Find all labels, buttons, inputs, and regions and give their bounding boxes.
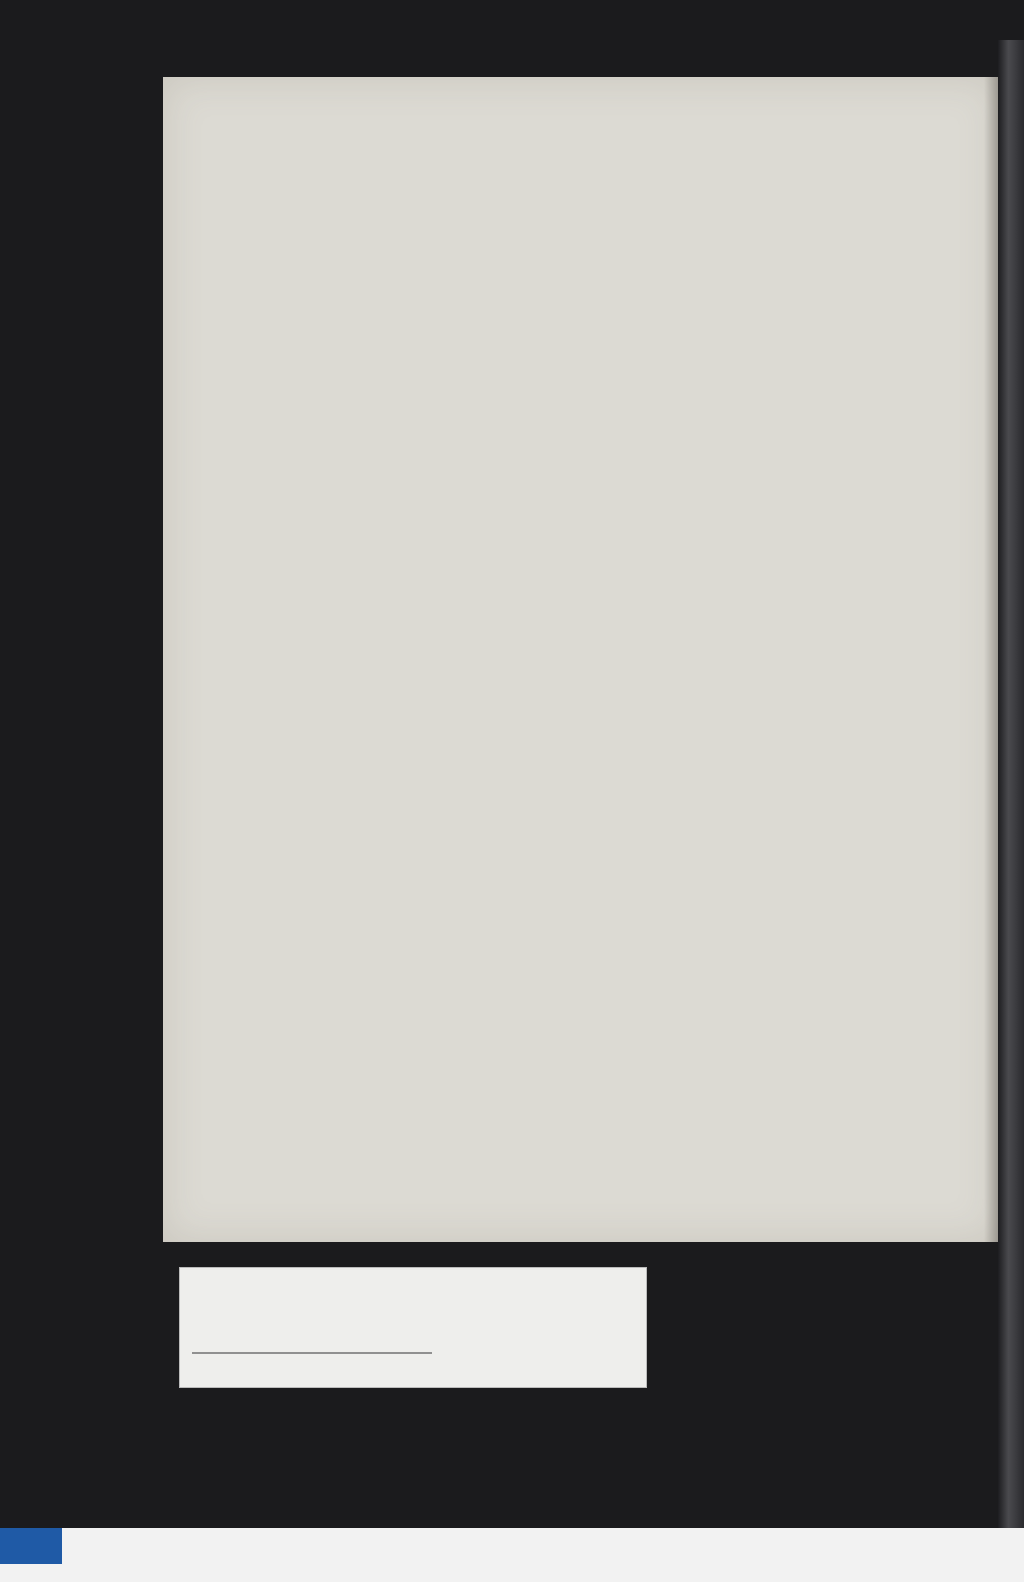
chapter-heading: [431, 184, 953, 234]
page-text: [431, 141, 953, 290]
first-line: [431, 236, 953, 263]
book-page: [163, 77, 998, 1242]
chapter-opening: [431, 236, 953, 263]
catchword: [431, 263, 953, 290]
dfg-logo: [0, 1528, 62, 1564]
footer-bar: [0, 1528, 1024, 1582]
ruler-scale: [192, 1320, 432, 1354]
book-spine-edge: [998, 40, 1024, 1540]
page-number: [431, 141, 953, 168]
color-scale-card: [179, 1267, 647, 1388]
page-edge-shadow: [984, 77, 998, 1242]
